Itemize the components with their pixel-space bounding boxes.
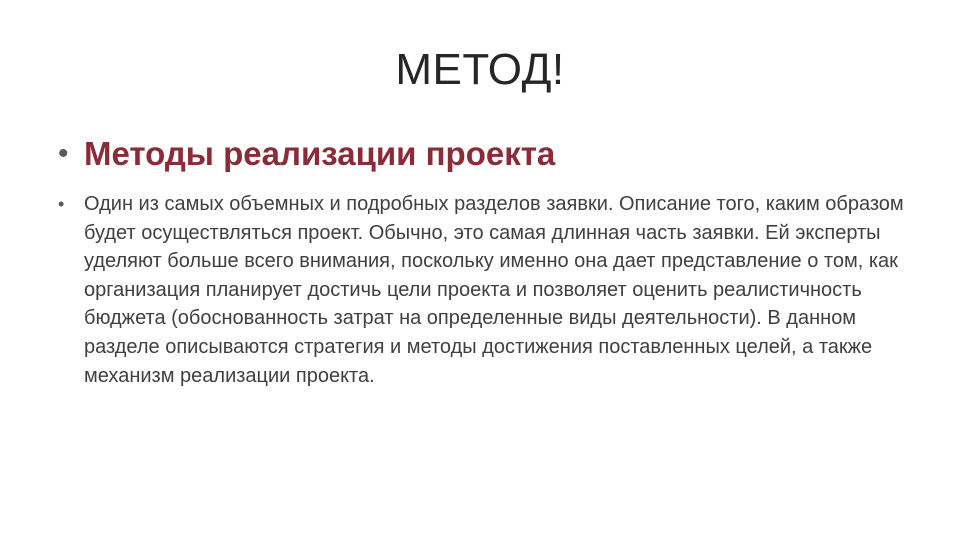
bullet-item-body bbox=[58, 190, 918, 390]
body-paragraph: Один из самых объемных и подробных разделов заявки. Описание того, каким образом будет осуществляться проект. Обычно, это самая длинная часть заявки. Ей эксперты уделяют больше всего внимания, поскольку именно она дает представление о том, как организация планирует достичь цели проекта и позволяет оценить реалистичность бюджета (обоснованность затрат на определенные виды деятельности). В данном разделе описываются стратегия и методы достижения поставленных целей, а также механизм реализации проекта. bbox=[84, 193, 904, 387]
bullet-list bbox=[58, 132, 918, 390]
slide-title: МЕТОД! bbox=[395, 45, 565, 94]
section-heading: Методы реализации проекта bbox=[84, 135, 556, 172]
bullet-item-heading bbox=[58, 132, 918, 176]
bullet-marker: • bbox=[58, 137, 69, 170]
bullet-marker: • bbox=[58, 194, 65, 214]
